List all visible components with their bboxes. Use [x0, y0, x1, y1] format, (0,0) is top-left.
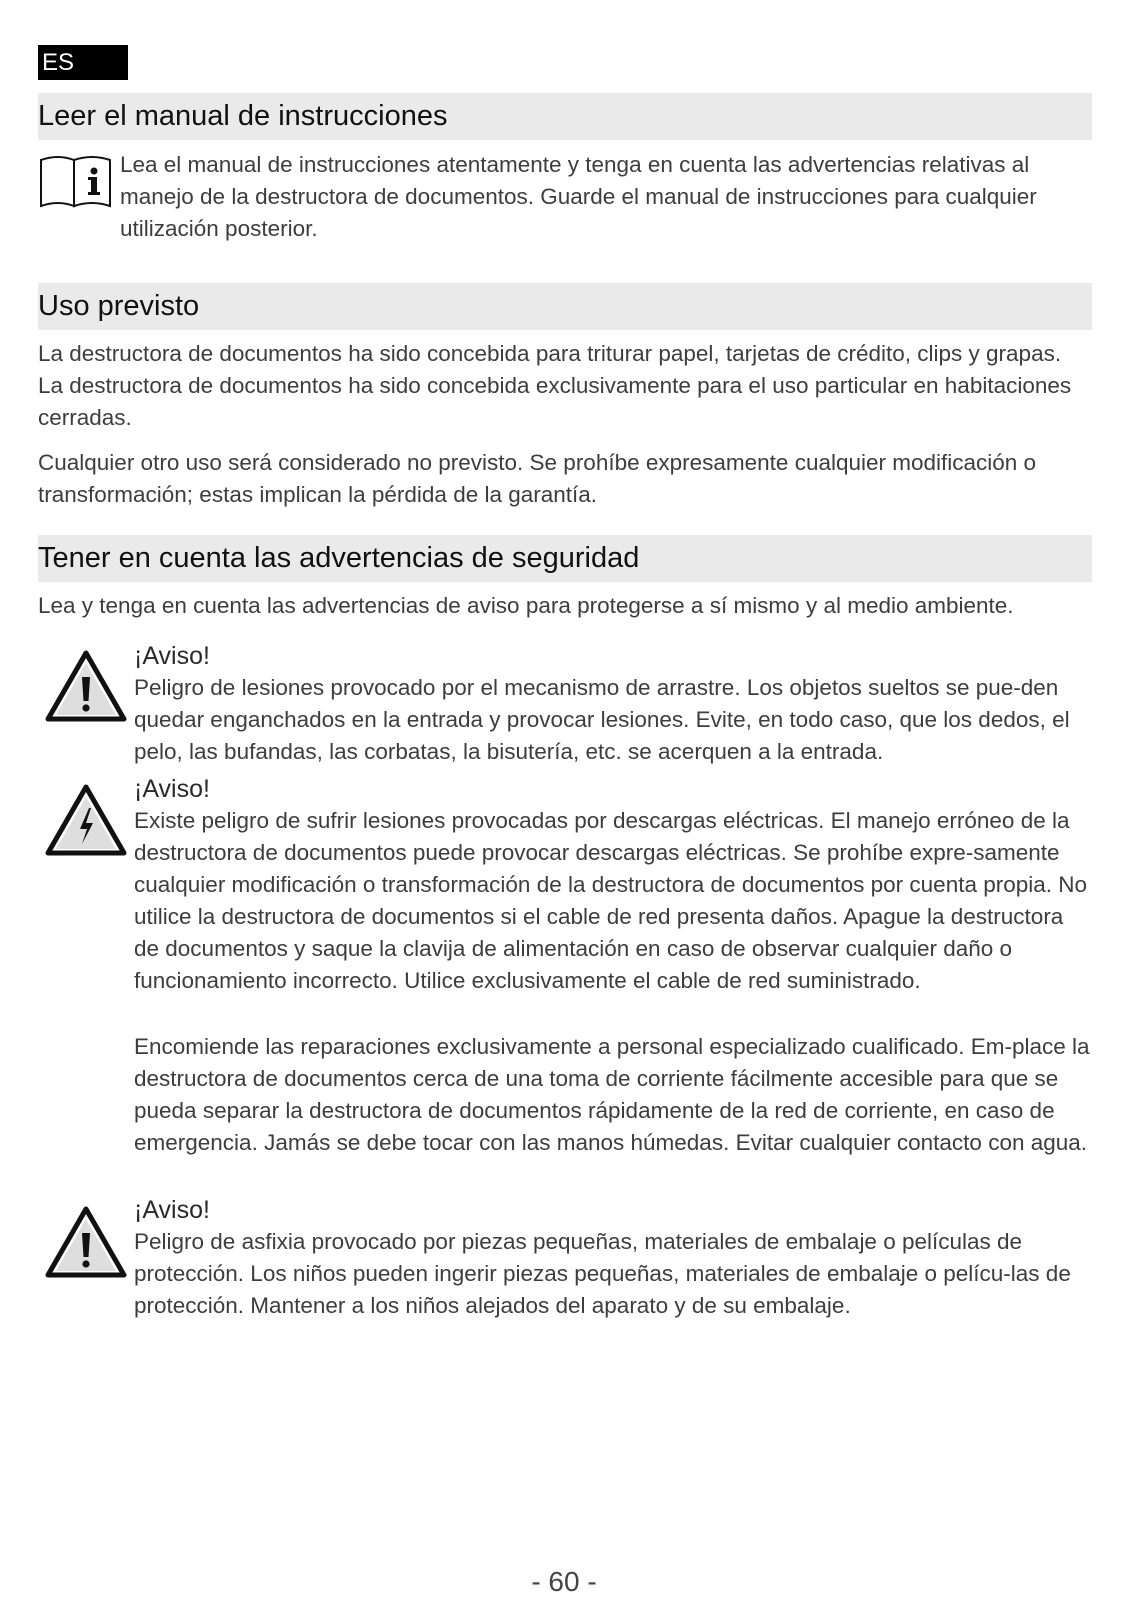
- warning-text-continued: Encomiende las reparaciones exclusivamente a personal especializado cualificado. Em-place la destructora de documentos cerca de una toma de corriente fácilmente accesible para que se pueda separar la destructora de documentos rápidamente de la red de corriente, en caso de emergencia. Jamás se debe tocar con las manos húmedas. Evitar cualquier contacto con agua.: [134, 1034, 1090, 1155]
- warning-text: Peligro de lesiones provocado por el mecanismo de arrastre. Los objetos sueltos se pue-den quedar enganchados en la entrada y provocar lesiones. Evite, en todo caso, que los dedos, el pelo, las bufandas, las corbatas, la bisutería, etc. se acerquen a la entrada.: [134, 675, 1070, 764]
- seguridad-intro: Lea y tenga en cuenta las advertencias de aviso para protegerse a sí mismo y al medio ambiente.: [38, 593, 1014, 618]
- warning-text: Peligro de asfixia provocado por piezas pequeñas, materiales de embalaje o películas de protección. Los niños pueden ingerir piezas pequeñas, materiales de embalaje o pelícu-las de protección. Mantener a los niños alejados del aparato y de su embalaje.: [134, 1229, 1071, 1318]
- manual-text: Lea el manual de instrucciones atentamente y tenga en cuenta las advertencias relativas al manejo de la destructora de documentos. Guarde el manual de instrucciones para cualquier utilización posterior.: [120, 152, 1037, 241]
- warning-text: Existe peligro de sufrir lesiones provocadas por descargas eléctricas. El manejo erróneo de la destructora de documentos puede provocar descargas eléctricas. Se prohíbe expre-samente cualquier modificación o transformación de la destructora de documentos por cuenta propia. No utilice la destructora de documentos si el cable de red presenta daños. Apague la destructora de documentos y saque la clavija de alimentación en caso de observar cualquier daño o funcionamiento incorrecto. Utilice exclusivamente el cable de red suministrado.: [134, 808, 1088, 993]
- exclamation-warning-icon: [45, 650, 127, 727]
- electric-warning-icon: [45, 784, 127, 861]
- warning-title: ¡Aviso!: [134, 1196, 210, 1224]
- section-title: Leer el manual de instrucciones: [38, 100, 448, 132]
- section-title: Uso previsto: [38, 290, 200, 322]
- uso-paragraph-1: La destructora de documentos ha sido concebida para triturar papel, tarjetas de crédito, clips y grapas. La destructora de documentos ha sido concebida exclusivamente para el uso particular en habitaciones cerradas.: [38, 341, 1072, 430]
- section-header-seguridad: [38, 535, 1092, 582]
- section-header-manual: [38, 93, 1092, 140]
- language-tag: ES: [38, 45, 128, 80]
- uso-paragraph-2: Cualquier otro uso será considerado no previsto. Se prohíbe expresamente cualquier modificación o transformación; estas implican la pérdida de la garantía.: [38, 450, 1037, 507]
- page-number: - 60 -: [531, 1566, 597, 1597]
- read-manual-icon: [38, 154, 114, 217]
- warning-title: ¡Aviso!: [134, 775, 210, 803]
- exclamation-warning-icon: [45, 1206, 127, 1283]
- section-header-uso: [38, 283, 1092, 330]
- warning-title: ¡Aviso!: [134, 642, 210, 670]
- section-title: Tener en cuenta las advertencias de seguridad: [38, 542, 640, 574]
